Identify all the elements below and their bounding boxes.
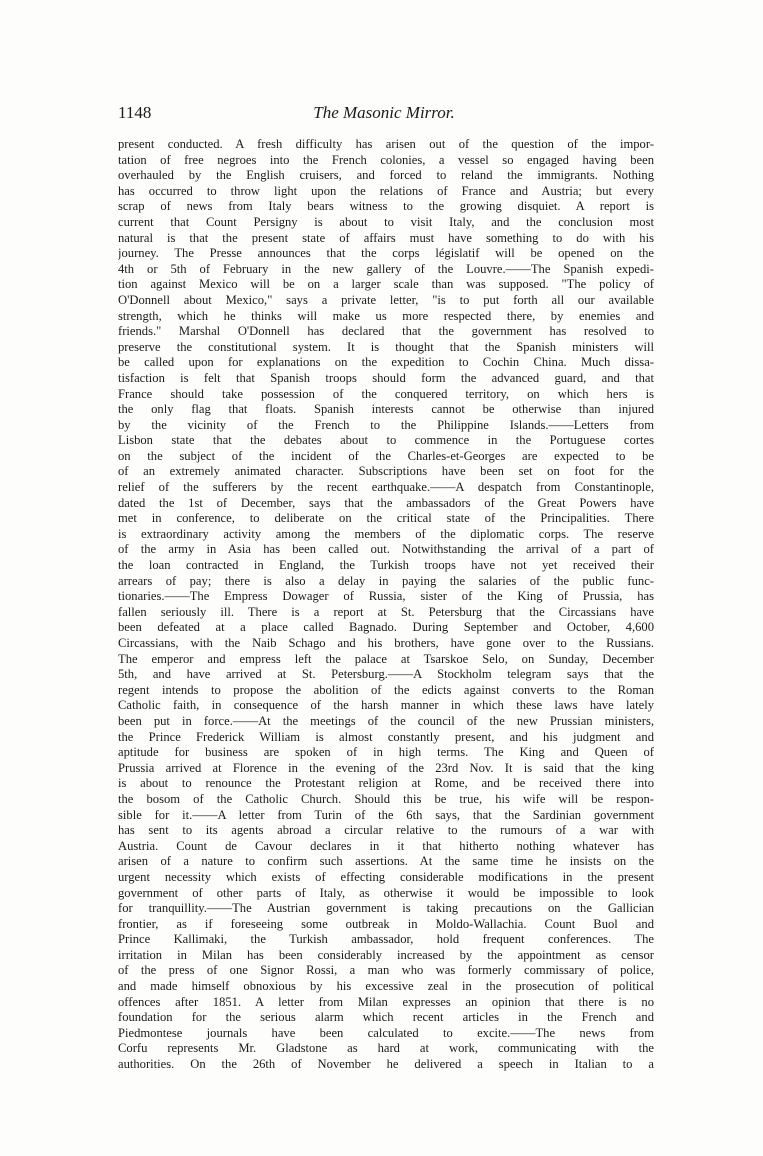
text-line: tionaries.——The Empress Dowager of Russia, sister of the King of Prussia, has [118, 589, 654, 604]
text-line: relief of the sufferers by the recent earthquake.——A despatch from Constantinople, [118, 480, 654, 495]
body-text [118, 137, 654, 1073]
text-line: preserve the constitutional system. It is thought that the Spanish ministers will [118, 339, 654, 354]
text-line: of the army in Asia has been called out. Notwithstanding the arrival of a part of [118, 542, 654, 557]
text-line: met in conference, to deliberate on the critical state of the Principalities. There [118, 511, 654, 526]
text-line: 4th or 5th of February in the new gallery of the Louvre.——The Spanish expedi- [118, 261, 654, 276]
text-line: offences after 1851. A letter from Milan expresses an opinion that there is no [118, 994, 654, 1009]
text-line: government of other parts of Italy, as otherwise it would be impossible to look [118, 885, 654, 900]
text-line: the bosom of the Catholic Church. Should this be true, his wife will be respon- [118, 791, 654, 806]
text-line: journey. The Presse announces that the corps législatif will be opened on the [118, 246, 654, 261]
text-line: Circassians, with the Naib Schago and his brothers, have gone over to the Russians. [118, 636, 654, 650]
text-line: fallen seriously ill. There is a report at St. Petersburg that the Circassians have [118, 604, 654, 619]
text-line: 5th, and have arrived at St. Petersburg.——A Stockholm telegram says that the [118, 667, 654, 682]
text-line: is extraordinary activity among the members of the diplomatic corps. The reserve [118, 526, 654, 541]
text-line: Prince Kallimaki, the Turkish ambassador, hold frequent conferences. The [118, 932, 654, 947]
text-line: tisfaction is felt that Spanish troops should form the advanced guard, and that [118, 370, 654, 385]
text-line: scrap of news from Italy bears witness to the growing disquiet. A report is [118, 199, 654, 214]
text-line: dated the 1st of December, says that the ambassadors of the Great Powers have [118, 495, 654, 510]
text-line: be called upon for explanations on the expedition to Cochin China. Much dissa- [118, 355, 654, 370]
text-line: Corfu represents Mr. Gladstone as hard at work, communicating with the [118, 1041, 654, 1056]
text-line: has sent to its agents abroad a circular relative to the rumours of a war with [118, 823, 654, 838]
text-line: tion against Mexico will be on a larger scale than was supposed. "The policy of [118, 277, 654, 292]
text-line: The emperor and empress left the palace at Tsarskoe Selo, on Sunday, December [118, 651, 654, 666]
text-line: Piedmontese journals have been calculated to excite.——The news from [118, 1025, 654, 1040]
text-line: been put in force.——At the meetings of the council of the new Prussian ministers, [118, 713, 654, 728]
text-line: been defeated at a place called Bagnado. During September and October, 4,600 [118, 620, 654, 635]
text-line: arrears of pay; there is also a delay in paying the salaries of the public func- [118, 573, 654, 588]
text-line: France should take possession of the conquered territory, on which hers is [118, 386, 654, 401]
page-number: 1148 [118, 103, 152, 122]
text-line: frontier, as if foreseeing some outbreak in Moldo-Wallachia. Count Buol and [118, 916, 654, 931]
text-line: the loan contracted in England, the Turkish troops have not yet received their [118, 558, 654, 573]
text-line: has occurred to throw light upon the relations of France and Austria; but every [118, 183, 654, 198]
page-header [118, 103, 650, 129]
text-line: Austria. Count de Cavour declares in it that hitherto nothing whatever has [118, 838, 654, 853]
text-line: authorities. On the 26th of November he delivered a speech in Italian to a [118, 1057, 654, 1072]
text-line: current that Count Persigny is about to visit Italy, and the conclusion most [118, 214, 654, 229]
text-line: the Prince Frederick William is almost constantly present, and his judgment and [118, 729, 654, 744]
text-line: aptitude for business are spoken of in high terms. The King and Queen of [118, 745, 654, 760]
text-line: arisen of a nature to confirm such assertions. At the same time he insists on the [118, 854, 654, 869]
text-line: by the vicinity of the French to the Philippine Islands.——Letters from [118, 417, 654, 432]
text-line: irritation in Milan has been considerably increased by the appointment as censor [118, 947, 654, 962]
text-line: foundation for the serious alarm which recent articles in the French and [118, 1010, 654, 1025]
text-line: regent intends to propose the abolition of the edicts against converts to the Roman [118, 682, 654, 697]
text-line: present conducted. A fresh difficulty has arisen out of the question of the impor- [118, 137, 654, 151]
text-line: of the press of one Signor Rossi, a man who was formerly commissary of police, [118, 963, 654, 978]
text-line: the only flag that floats. Spanish interests cannot be otherwise than injured [118, 402, 654, 417]
text-line: and made himself obnoxious by his excessive zeal in the prosecution of political [118, 979, 654, 994]
text-line: overhauled by the English cruisers, and forced to reland the immigrants. Nothing [118, 168, 654, 183]
text-line: for tranquillity.——The Austrian government is taking precautions on the Gallician [118, 901, 654, 916]
text-line: urgent necessity which exists of effecting considerable modifications in the present [118, 869, 654, 884]
text-line: strength, which he thinks will make us more respected there, by enemies and [118, 308, 654, 323]
text-line: O'Donnell about Mexico," says a private letter, "is to put forth all our available [118, 292, 654, 307]
text-line: on the subject of the incident of the Charles-et-Georges are expected to be [118, 448, 654, 463]
text-line: tation of free negroes into the French colonies, a vessel so engaged having been [118, 152, 654, 167]
text-line: Prussia arrived at Florence in the evening of the 23rd Nov. It is said that the king [118, 760, 654, 775]
text-line: is about to renounce the Protestant religion at Rome, and be received there into [118, 776, 654, 791]
running-title: The Masonic Mirror. [313, 103, 455, 122]
text-line: Lisbon state that the debates about to commence in the Portuguese cortes [118, 433, 654, 448]
text-line: sible for it.——A letter from Turin of the 6th says, that the Sardinian government [118, 807, 654, 822]
text-line: natural is that the present state of affairs must have something to do with his [118, 230, 654, 245]
text-line: of an extremely animated character. Subscriptions have been set on foot for the [118, 464, 654, 479]
text-line: Catholic faith, in consequence of the harsh manner in which these laws have lately [118, 698, 654, 713]
text-line: friends." Marshal O'Donnell has declared that the government has resolved to [118, 324, 654, 339]
